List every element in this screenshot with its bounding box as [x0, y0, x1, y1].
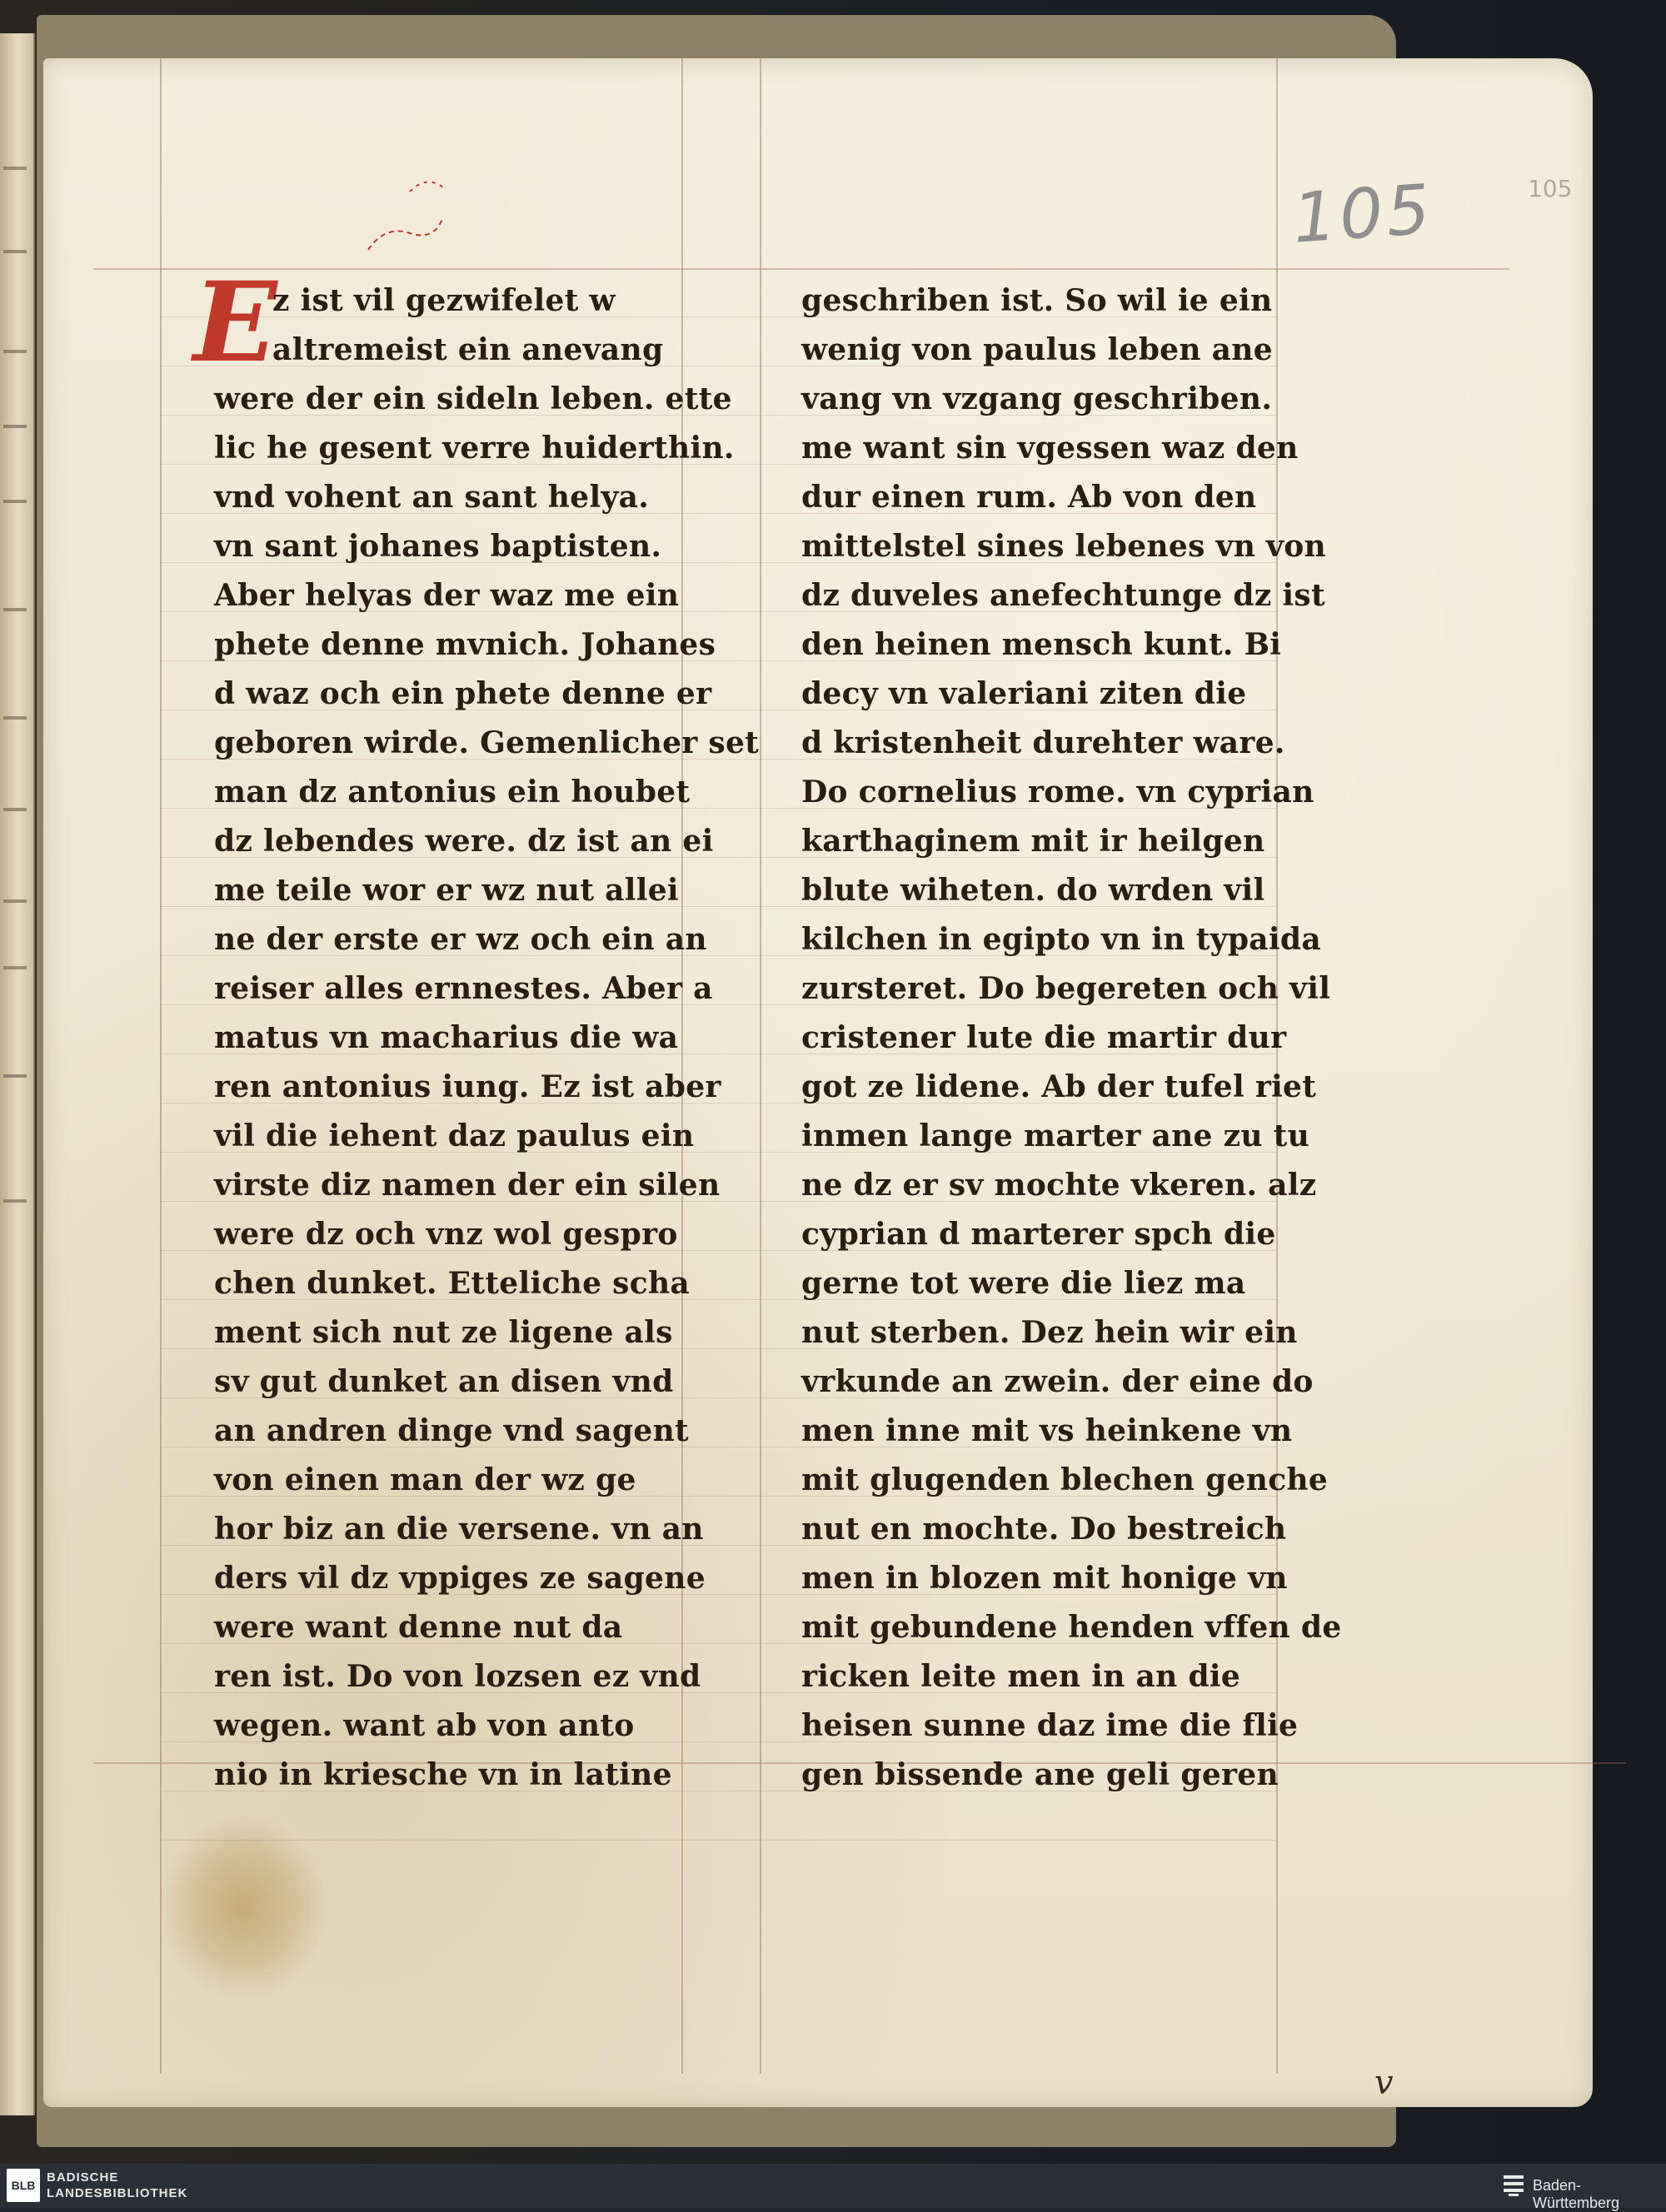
- text-line: were der ein sideln leben. ette: [214, 381, 732, 416]
- text-line: ment sich nut ze ligene als: [214, 1315, 673, 1350]
- text-line: nut en mochte. Do bestreich: [801, 1512, 1287, 1547]
- text-line: ricken leite men in an die: [801, 1659, 1241, 1694]
- text-line: lic he gesent verre huiderthin.: [214, 431, 735, 466]
- text-line: me want sin vgessen waz den: [801, 431, 1299, 466]
- text-line: vnd vohent an sant helya.: [214, 480, 650, 515]
- text-line: man dz antonius ein houbet: [214, 775, 691, 810]
- library-name-line2: LANDESBIBLIOTHEK: [47, 2186, 188, 2200]
- red-initial: E: [193, 258, 277, 387]
- text-line: von einen man der wz ge: [214, 1462, 636, 1497]
- catchword: v: [1374, 2064, 1394, 2102]
- text-line: ne der erste er wz och ein an: [214, 922, 707, 957]
- text-line: d waz och ein phete denne er: [214, 676, 712, 711]
- text-line: ren ist. Do von lozsen ez vnd: [214, 1659, 701, 1694]
- text-line: gen bissende ane geli geren: [801, 1757, 1279, 1792]
- text-line: z ist vil gezwifelet w: [272, 283, 616, 318]
- text-line: mittelstel sines lebenes vn von: [801, 529, 1327, 564]
- facing-page-edge: [0, 33, 35, 2115]
- text-line: virste diz namen der ein silen: [214, 1168, 721, 1203]
- state-crest-icon: [1501, 2172, 1526, 2199]
- text-line: ren antonius iung. Ez ist aber: [214, 1069, 721, 1104]
- text-line: reiser alles ernnestes. Aber a: [214, 971, 713, 1006]
- footer-bar: [0, 2164, 1666, 2211]
- text-line: gerne tot were die liez ma: [801, 1266, 1246, 1301]
- text-column-right: [801, 276, 1342, 1800]
- text-line: nut sterben. Dez hein wir ein: [801, 1315, 1298, 1350]
- text-line: were want denne nut da: [214, 1610, 623, 1645]
- text-line: me teile wor er wz nut allei: [214, 873, 679, 908]
- text-line: inmen lange marter ane zu tu: [801, 1118, 1310, 1153]
- text-line: blute wiheten. do wrden vil: [801, 873, 1265, 908]
- text-line: phete denne mvnich. Johanes: [214, 627, 716, 662]
- text-column-left: [214, 276, 760, 1800]
- text-line: were dz och vnz wol gespro: [214, 1217, 678, 1252]
- text-line: vang vn vzgang geschriben.: [801, 381, 1273, 416]
- text-line: decy vn valeriani ziten die: [801, 676, 1247, 711]
- text-line: wegen. want ab von anto: [214, 1708, 635, 1743]
- text-line: an andren dinge vnd sagent: [214, 1413, 689, 1448]
- folio-number: 105: [1289, 170, 1436, 259]
- text-line: mit gebundene henden vffen de: [801, 1610, 1342, 1645]
- initial-flourish-icon: [360, 167, 460, 258]
- water-stain: [160, 1816, 327, 1999]
- text-line: altremeist ein anevang: [272, 332, 664, 367]
- text-line: ne dz er sv mochte vkeren. alz: [801, 1168, 1317, 1203]
- text-line: vil die iehent daz paulus ein: [214, 1118, 695, 1153]
- text-line: mit glugenden blechen genche: [801, 1462, 1329, 1497]
- text-line: got ze lidene. Ab der tufel riet: [801, 1069, 1317, 1104]
- text-line: dz duveles anefechtunge dz ist: [801, 578, 1325, 613]
- text-line: nio in kriesche vn in latine: [214, 1757, 672, 1792]
- text-line: vrkunde an zwein. der eine do: [801, 1364, 1314, 1399]
- library-logo[interactable]: BLB: [7, 2169, 40, 2202]
- text-line: cristener lute die martir dur: [801, 1020, 1287, 1055]
- library-name-line1: BADISCHE: [47, 2170, 119, 2185]
- text-line: geschriben ist. So wil ie ein: [801, 283, 1273, 318]
- manuscript-page: [43, 58, 1593, 2107]
- text-line: dur einen rum. Ab von den: [801, 480, 1257, 515]
- text-line: den heinen mensch kunt. Bi: [801, 627, 1282, 662]
- text-line: men inne mit vs heinkene vn: [801, 1413, 1293, 1448]
- text-line: zursteret. Do begereten och vil: [801, 971, 1331, 1006]
- text-line: Aber helyas der waz me ein: [214, 578, 680, 613]
- text-line: kilchen in egipto vn in typaida: [801, 922, 1322, 957]
- text-line: chen dunket. Etteliche scha: [214, 1266, 691, 1301]
- folio-number-small: 105: [1528, 175, 1573, 202]
- text-line: wenig von paulus leben ane: [801, 332, 1273, 367]
- text-line: men in blozen mit honige vn: [801, 1561, 1288, 1596]
- text-line: heisen sunne daz ime die flie: [801, 1708, 1299, 1743]
- text-line: geboren wirde. Gemenlicher set: [214, 725, 760, 760]
- text-line: hor biz an die versene. vn an: [214, 1512, 704, 1547]
- text-line: dz lebendes were. dz ist an ei: [214, 824, 714, 859]
- text-line: Do cornelius rome. vn cyprian: [801, 775, 1314, 810]
- text-line: karthaginem mit ir heilgen: [801, 824, 1265, 859]
- text-line: matus vn macharius die wa: [214, 1020, 679, 1055]
- text-line: cyprian d marterer spch die: [801, 1217, 1276, 1252]
- text-line: vn sant johanes baptisten.: [214, 529, 662, 564]
- text-line: sv gut dunket an disen vnd: [214, 1364, 674, 1399]
- text-line: ders vil dz vppiges ze sagene: [214, 1561, 706, 1596]
- state-name: Baden-Württemberg: [1533, 2177, 1620, 2211]
- text-line: d kristenheit durehter ware.: [801, 725, 1285, 760]
